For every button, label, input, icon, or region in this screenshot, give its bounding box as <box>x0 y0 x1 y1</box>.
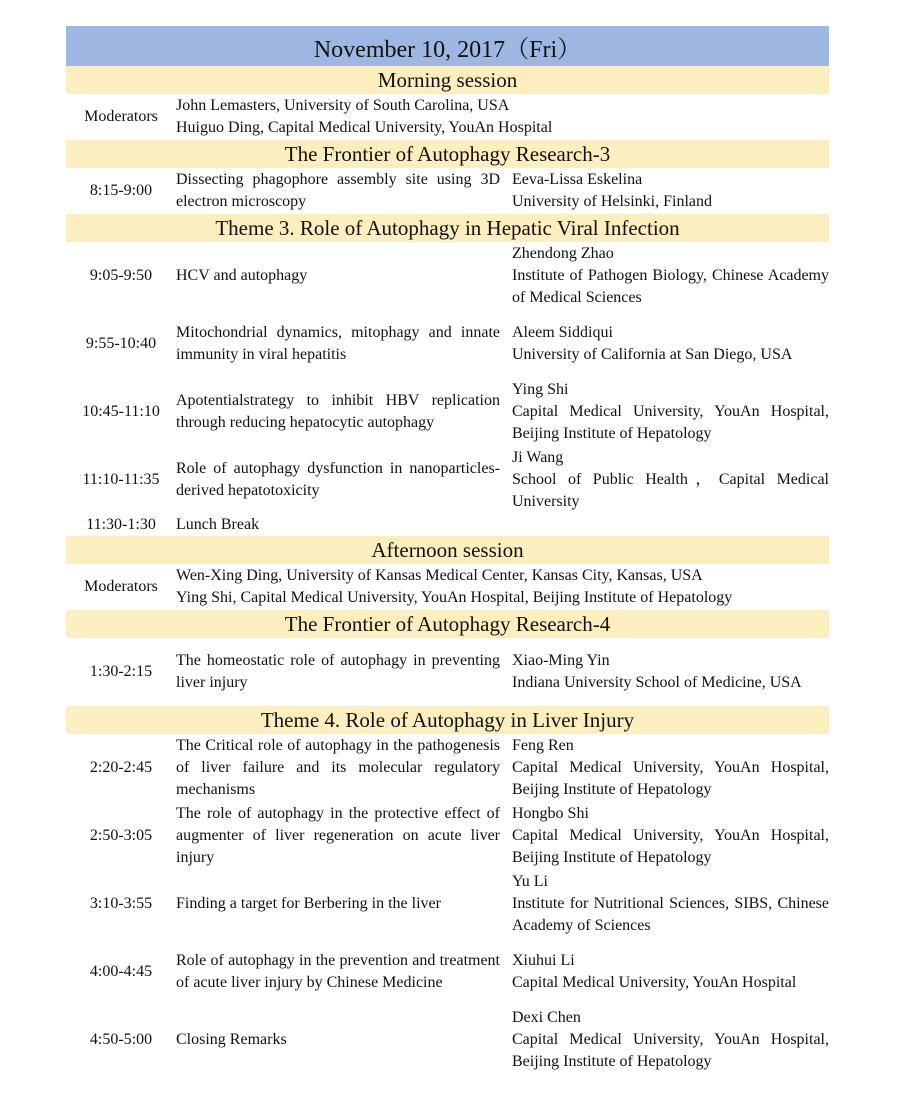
speaker-name: Zhendong Zhao <box>512 245 614 262</box>
talk-time: 2:20-2:45 <box>89 759 153 776</box>
talk-speaker-cell <box>512 802 829 870</box>
moderators-row <box>66 94 829 140</box>
talk-title: Role of autophagy in the prevention and treatment of acute liver injury by Chinese Medicine <box>176 952 500 991</box>
talk-time: 4:50-5:00 <box>89 1031 153 1048</box>
theme-3-title: Theme 3. Role of Autophagy in Hepatic Viral Infection <box>66 214 829 242</box>
talk-speaker-cell <box>512 168 829 214</box>
moderators-list <box>176 94 829 140</box>
column-gap <box>500 446 512 514</box>
talk-title: HCV and autophagy <box>176 267 308 284</box>
talk-row <box>66 1006 829 1074</box>
column-gap <box>500 242 512 310</box>
speaker-affiliation: School of Public Health，Capital Medical University <box>512 471 829 510</box>
talk-title: Dissecting phagophore assembly site using 3D electron microscopy <box>176 171 500 210</box>
talk-row <box>66 446 829 514</box>
schedule-table <box>66 26 829 1074</box>
talk-title: The Critical role of autophagy in the pathogenesis of liver failure and its molecular regulatory mechanisms <box>176 737 500 798</box>
speaker-name: Dexi Chen <box>512 1009 581 1026</box>
moderators-label: Moderators <box>84 578 158 595</box>
talk-row <box>66 938 829 1006</box>
date-header: November 10, 2017（Fri） <box>66 26 829 66</box>
talk-row <box>66 378 829 446</box>
talk-speaker-cell <box>512 938 829 1006</box>
talk-title: The role of autophagy in the protective effect of augmenter of liver regeneration on acute liver injury <box>176 805 500 866</box>
talk-time: 10:45-11:10 <box>82 403 160 420</box>
speaker-affiliation: Institute for Nutritional Sciences, SIBS, Chinese Academy of Sciences <box>512 895 829 934</box>
talk-speaker-cell <box>512 1006 829 1074</box>
talk-speaker-cell <box>512 446 829 514</box>
frontier-4-title: The Frontier of Autophagy Research-4 <box>66 610 829 638</box>
talk-speaker-cell <box>512 638 829 706</box>
talk-title: Closing Remarks <box>176 1031 287 1048</box>
moderators-row <box>66 564 829 610</box>
speaker-affiliation: Capital Medical University, YouAn Hospital, Beijing Institute of Hepatology <box>512 1031 829 1070</box>
talk-title: Role of autophagy dysfunction in nanoparticles-derived hepatotoxicity <box>176 460 500 499</box>
talk-title: Finding a target for Berbering in the liver <box>176 895 441 912</box>
speaker-name: Ying Shi <box>512 381 569 398</box>
talk-title: Apotentialstrategy to inhibit HBV replication through reducing hepatocytic autophagy <box>176 392 500 431</box>
speaker-name: Xiao-Ming Yin <box>512 652 610 669</box>
speaker-affiliation: Capital Medical University, YouAn Hospital, Beijing Institute of Hepatology <box>512 759 829 798</box>
lunch-title: Lunch Break <box>176 516 260 533</box>
talk-speaker-cell <box>512 378 829 446</box>
talk-time: 9:55-10:40 <box>85 335 157 352</box>
column-gap <box>500 802 512 870</box>
lunch-row <box>66 514 829 536</box>
column-gap <box>500 310 512 378</box>
talk-time: 3:10-3:55 <box>89 895 153 912</box>
talk-time: 11:10-11:35 <box>82 471 160 488</box>
speaker-name: Eeva-Lissa Eskelina <box>512 171 643 188</box>
column-gap <box>500 638 512 706</box>
column-gap <box>500 734 512 802</box>
moderator: Ying Shi, Capital Medical University, YouAn Hospital, Beijing Institute of Hepatology <box>176 589 733 606</box>
column-gap <box>500 870 512 938</box>
section-header-row <box>66 140 829 168</box>
speaker-affiliation: Indiana University School of Medicine, USA <box>512 674 802 691</box>
speaker-affiliation: University of Helsinki, Finland <box>512 193 712 210</box>
speaker-name: Aleem Siddiqui <box>512 324 613 341</box>
section-header-row <box>66 610 829 638</box>
talk-title: The homeostatic role of autophagy in preventing liver injury <box>176 652 500 691</box>
morning-session-title: Morning session <box>66 66 829 94</box>
moderators-list <box>176 564 829 610</box>
talk-row <box>66 638 829 706</box>
moderator: Wen-Xing Ding, University of Kansas Medical Center, Kansas City, Kansas, USA <box>176 567 703 584</box>
session-header-row <box>66 66 829 94</box>
talk-row <box>66 734 829 802</box>
moderator: John Lemasters, University of South Carolina, USA <box>176 97 510 114</box>
speaker-name: Yu Li <box>512 873 548 890</box>
column-gap <box>500 378 512 446</box>
afternoon-session-title: Afternoon session <box>66 536 829 564</box>
section-header-row <box>66 214 829 242</box>
talk-time: 4:00-4:45 <box>89 963 153 980</box>
speaker-affiliation: Institute of Pathogen Biology, Chinese Academy of Medical Sciences <box>512 267 829 306</box>
frontier-3-title: The Frontier of Autophagy Research-3 <box>66 140 829 168</box>
talk-title: Mitochondrial dynamics, mitophagy and innate immunity in viral hepatitis <box>176 324 500 363</box>
lunch-time: 11:30-1:30 <box>86 516 156 533</box>
theme-4-title: Theme 4. Role of Autophagy in Liver Injury <box>66 706 829 734</box>
speaker-name: Feng Ren <box>512 737 574 754</box>
talk-row <box>66 802 829 870</box>
talk-row <box>66 310 829 378</box>
date-header-row <box>66 26 829 66</box>
talk-row <box>66 168 829 214</box>
talk-speaker-cell <box>512 734 829 802</box>
moderator: Huiguo Ding, Capital Medical University, YouAn Hospital <box>176 119 553 136</box>
talk-row <box>66 870 829 938</box>
talk-speaker-cell <box>512 242 829 310</box>
column-gap <box>500 938 512 1006</box>
talk-speaker-cell <box>512 310 829 378</box>
speaker-affiliation: Capital Medical University, YouAn Hospital, Beijing Institute of Hepatology <box>512 403 829 442</box>
talk-row <box>66 242 829 310</box>
speaker-affiliation: Capital Medical University, YouAn Hospital <box>512 974 797 991</box>
column-gap <box>500 168 512 214</box>
moderators-label: Moderators <box>84 108 158 125</box>
talk-time: 1:30-2:15 <box>89 663 153 680</box>
talk-time: 8:15-9:00 <box>89 182 153 199</box>
section-header-row <box>66 706 829 734</box>
speaker-name: Hongbo Shi <box>512 805 589 822</box>
speaker-affiliation: Capital Medical University, YouAn Hospital, Beijing Institute of Hepatology <box>512 827 829 866</box>
session-header-row <box>66 536 829 564</box>
column-gap <box>500 1006 512 1074</box>
talk-time: 2:50-3:05 <box>89 827 153 844</box>
speaker-affiliation: University of California at San Diego, USA <box>512 346 793 363</box>
talk-time: 9:05-9:50 <box>89 267 153 284</box>
speaker-name: Xiuhui Li <box>512 952 575 969</box>
speaker-name: Ji Wang <box>512 449 564 466</box>
talk-speaker-cell <box>512 870 829 938</box>
